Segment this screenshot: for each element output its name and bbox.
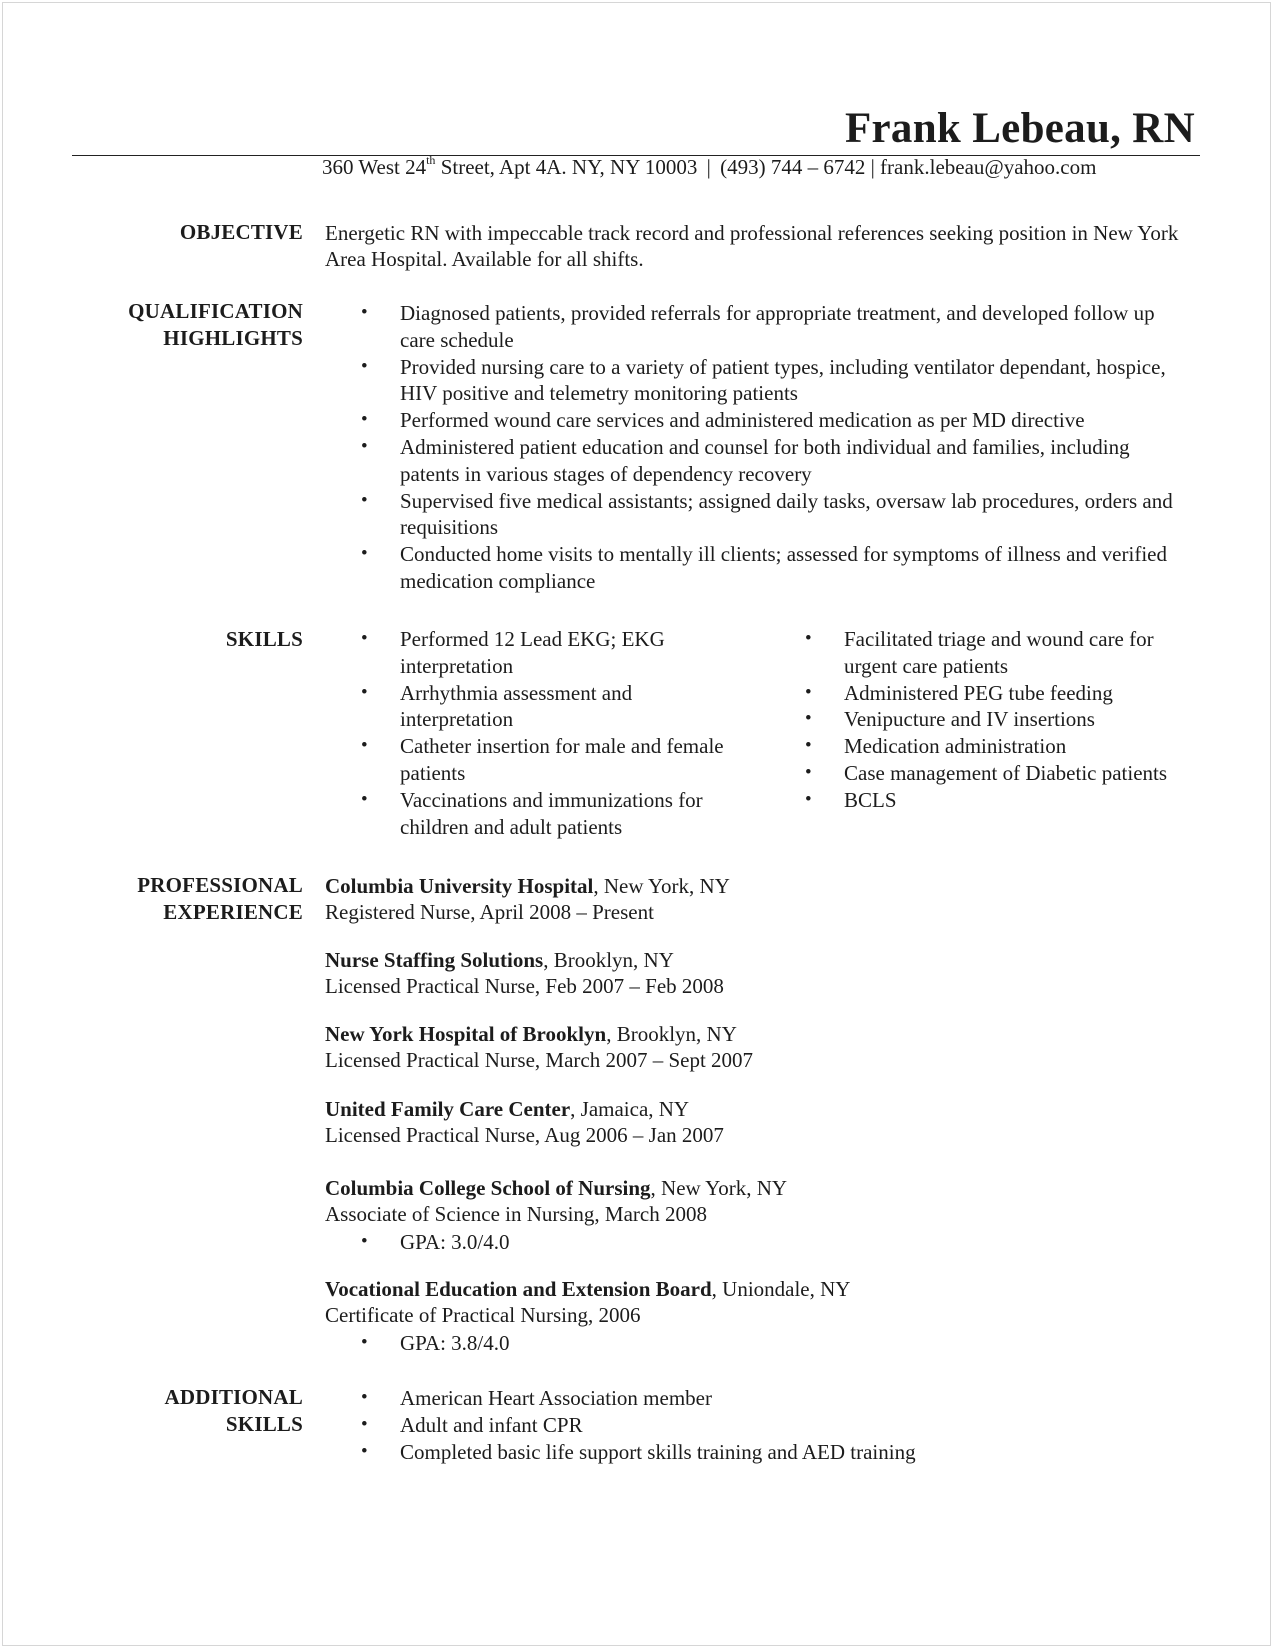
location: , New York, NY (650, 1176, 788, 1200)
list-item: • Performed wound care services and administered medication as per MD directive (361, 408, 1085, 433)
list-item: • Administered patient education and counsel for both individual and families, including patents in various stages of dependency recovery (361, 434, 1130, 486)
location: , Jamaica, NY (570, 1097, 690, 1121)
list-item: • Facilitated triage and wound care for urgent care patients (805, 627, 1154, 678)
organization: Vocational Education and Extension Board (325, 1277, 712, 1301)
organization: United Family Care Center (325, 1097, 571, 1121)
organization: Columbia College School of Nursing (325, 1176, 651, 1200)
role: Registered Nurse, April 2008 – Present (325, 900, 654, 924)
contact-line (322, 155, 1096, 180)
email: frank.lebeau@yahoo.com (880, 155, 1097, 179)
contact-separator: | (706, 155, 711, 179)
candidate-name: Frank Lebeau, RN (844, 105, 1195, 152)
skills-list-right (769, 626, 1199, 814)
experience-entry (325, 873, 730, 925)
list-item: • Medication administration (805, 734, 1067, 759)
list-item: • Catheter insertion for male and female patients (361, 734, 724, 785)
list-item: • Diagnosed patients, provided referrals for appropriate treatment, and developed follow up care schedule (361, 301, 1155, 352)
address: 360 West 24th Street, Apt 4A. NY, NY 10003 (322, 153, 698, 179)
qualification-list (325, 300, 1185, 595)
role: Licensed Practical Nurse, March 2007 – Sept 2007 (325, 1048, 754, 1072)
experience-entry (325, 947, 724, 999)
location: , Brooklyn, NY (543, 948, 674, 972)
section-label-skills: SKILLS (225, 627, 303, 651)
list-item: • Venipucture and IV insertions (805, 707, 1095, 732)
objective-text: Energetic RN with impeccable track record and professional references seeking position in New York Area Hospital. Available for all shifts. (325, 221, 1179, 271)
role: Associate of Science in Nursing, March 2008 (325, 1202, 707, 1226)
location: , New York, NY (593, 874, 730, 898)
gpa-list (325, 1229, 725, 1256)
education-entry (325, 1175, 787, 1227)
list-item: • Completed basic life support skills training and AED training (361, 1439, 916, 1464)
skills-list-left (325, 626, 745, 840)
section-label-qualifications: QUALIFICATION HIGHLIGHTS (128, 299, 303, 350)
gpa-list (325, 1330, 725, 1357)
list-item: • BCLS (805, 787, 897, 812)
list-item: • Performed 12 Lead EKG; EKG interpretation (361, 627, 665, 678)
section-label-additional-skills: ADDITIONAL SKILLS (164, 1385, 303, 1436)
experience-entry (325, 1021, 753, 1073)
location: , Uniondale, NY (711, 1277, 851, 1301)
list-item: • Conducted home visits to mentally ill clients; assessed for symptoms of illness and verified medication compliance (361, 542, 1167, 593)
list-item: • Vaccinations and immunizations for children and adult patients (361, 787, 703, 839)
section-label-experience: PROFESSIONAL EXPERIENCE (137, 873, 303, 924)
organization: Nurse Staffing Solutions (325, 948, 544, 972)
role: Certificate of Practical Nursing, 2006 (325, 1303, 641, 1327)
education-entry (325, 1276, 850, 1328)
list-item: • Adult and infant CPR (361, 1412, 583, 1437)
list-item: • GPA: 3.0/4.0 (361, 1230, 510, 1254)
section-label-objective: OBJECTIVE (179, 220, 303, 244)
experience-entry (325, 1096, 724, 1148)
list-item: • Administered PEG tube feeding (805, 680, 1113, 705)
role: Licensed Practical Nurse, Feb 2007 – Feb 2008 (325, 974, 724, 998)
list-item: • Case management of Diabetic patients (805, 760, 1168, 785)
additional-skills-list (325, 1385, 1195, 1465)
location: , Brooklyn, NY (606, 1022, 737, 1046)
contact-separator: | (870, 155, 875, 179)
list-item: • Arrhythmia assessment and interpretation (361, 680, 633, 732)
role: Licensed Practical Nurse, Aug 2006 – Jan 2007 (325, 1123, 724, 1147)
list-item: • Supervised five medical assistants; assigned daily tasks, oversaw lab procedures, orders and requisitions (361, 488, 1173, 540)
phone: (493) 744 – 6742 (720, 155, 866, 179)
list-item: • American Heart Association member (361, 1386, 712, 1410)
organization: New York Hospital of Brooklyn (325, 1022, 607, 1046)
organization: Columbia University Hospital (325, 874, 594, 898)
list-item: • Provided nursing care to a variety of patient types, including ventilator dependant, hospice, HIV positive and telemetry monitoring patients (361, 354, 1166, 406)
list-item: • GPA: 3.8/4.0 (361, 1331, 510, 1355)
